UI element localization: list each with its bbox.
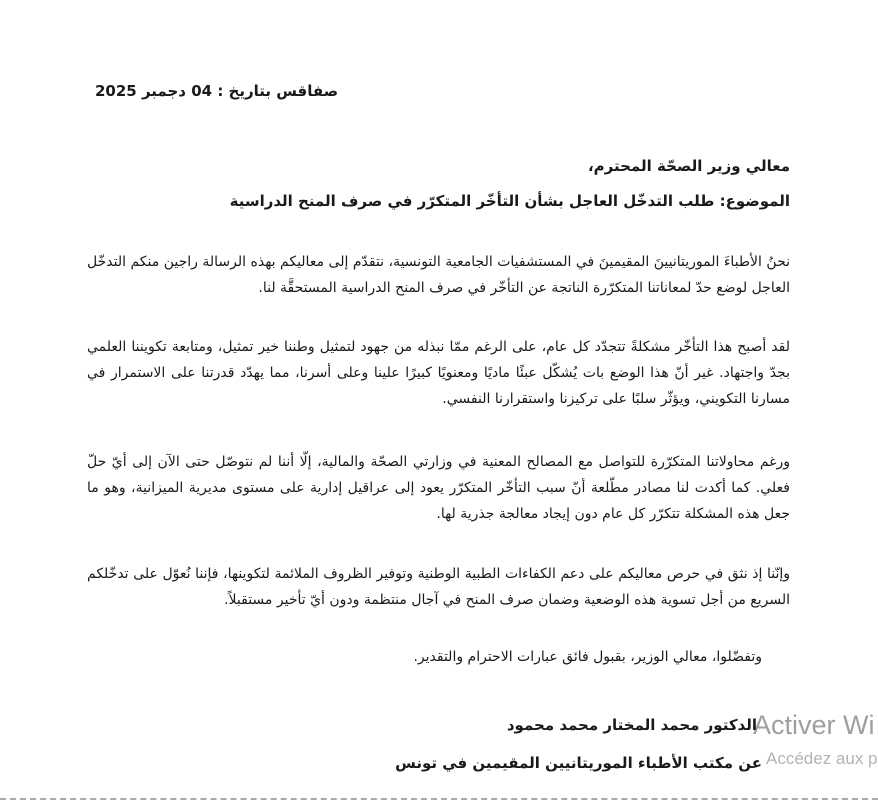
page-bottom-dashed-boundary (0, 798, 878, 800)
letter-signature-name: الدكتور محمد المختار محمد محمود (506, 716, 757, 734)
letter-date-line: صفاقس بتاريخ : 04 دجمبر 2025 (95, 82, 339, 100)
letter-closing-line: وتفضّلوا، معالي الوزير، بقبول فائق عبارات الاحترام والتقدير. (413, 649, 762, 665)
windows-activation-settings-hint-text: Accédez aux p (766, 749, 878, 768)
letter-body-paragraph-1: نحنُ الأطباءَ الموريتانيينَ المقيمينَ في المستشفيات الجامعية التونسية، نتقدّم إلى معاليكم بهذه الرسالة راجين منكم التدخّل العاجل لوضع حدّ لمعاناتنا المتكرّرة الناتجة عن التأخّر في صرف المنح الدراسية المستحقَّة لنا. (87, 254, 790, 296)
letter-body-paragraph-3: ورغم محاولاتنا المتكرّرة للتواصل مع المصالح المعنية في وزارتي الصحّة والمالية، إلّا أننا لم نتوصّل حتى الآن إلى أيّ حلّ فعلي. كما أكدت لنا مصادر مطّلعة أنّ سبب التأخّر المتكرّر يعود إلى عراقيل إدارية على مستوى مديرية الميزانية، وهو ما جعل هذه المشكلة تتكرّر كل عام دون إيجاد معالجة جذرية لها. (87, 454, 790, 522)
letter-body-paragraph-4: وإنّنا إذ نثق في حرص معاليكم على دعم الكفاءات الطبية الوطنية وتوفير الظروف الملائمة لتكوينها، فإننا نُعوّل على تدخّلكم السريع من أجل تسوية هذه الوضعية وضمان صرف المنح في آجال منتظمة ودون أيّ تأخير مستقبلاً. (87, 566, 790, 608)
letter-salutation: معالي وزير الصحّة المحترم، (587, 157, 790, 175)
letter-body-paragraph-2: لقد أصبح هذا التأخّر مشكلةً تتجدّد كل عام، على الرغم ممّا نبذله من جهود لتمثيل وطننا خير تمثيل، ومتابعة تكويننا العلمي بجدّ واجتهاد. غير أنّ هذا الوضع بات يُشكّل عبئًا ماديًا ومعنويًا كبيرًا علينا وعلى أسرنا، مما يهدّد قدرتنا على الاستمرار في مسارنا التكويني، ويؤثّر سلبًا على تركيزنا واستقرارنا النفسي. (87, 339, 790, 407)
letter-signature-organization: عن مكتب الأطباء الموريتانيين المقيمين في تونس (395, 754, 762, 772)
letter-subject-line: الموضوع: طلب التدخّل العاجل بشأن التأخّر المتكرّر في صرف المنح الدراسية (229, 192, 790, 210)
windows-activation-watermark-text: Activer Wi (753, 710, 875, 740)
